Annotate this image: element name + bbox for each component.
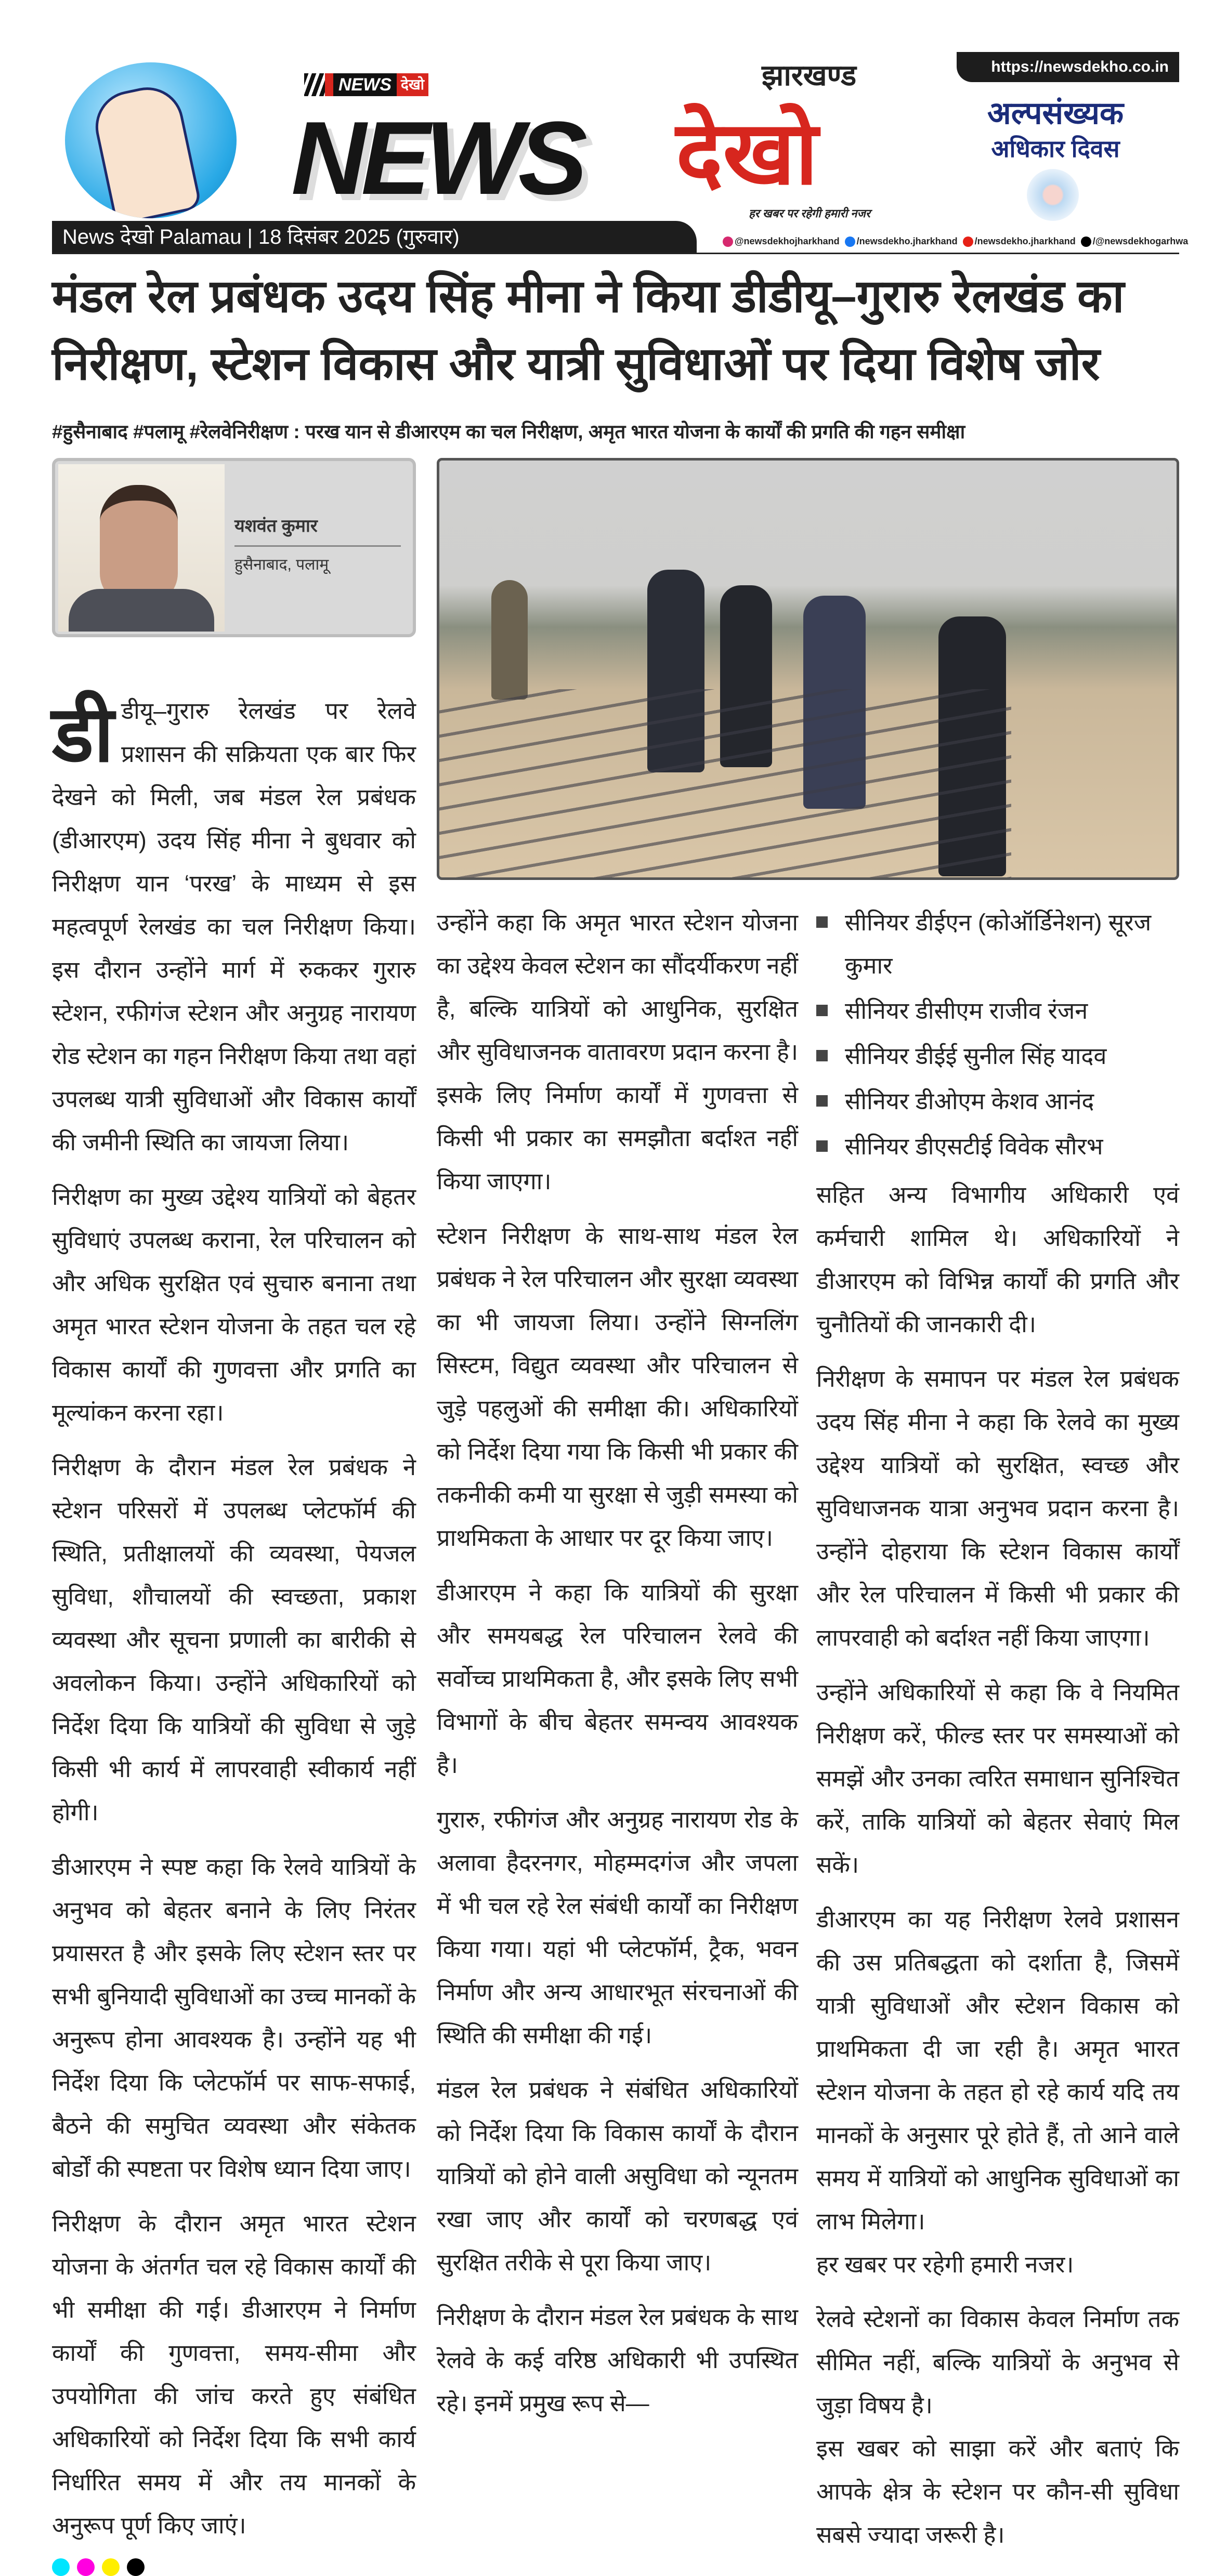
call-to-action: इस खबर को साझा करें और बताएं कि आपके क्षेत्र के स्टेशन पर कौन-सी सुविधा सबसे ज्यादा जरूरी है। <box>816 2435 1179 2548</box>
social-instagram[interactable] <box>723 234 840 248</box>
article-column-1 <box>52 689 416 2547</box>
paragraph: निरीक्षण के दौरान मंडल रेल प्रबंधक ने स्टेशन परिसरों में उपलब्ध प्लेटफॉर्म की स्थिति, प्रतीक्षालयों की व्यवस्था, पेयजल सुविधा, शौचालयों की स्वच्छता, प्रकाश व्यवस्था और सूचना प्रणाली का बारीकी से अवलोकन किया। उन्होंने अधिकारियों को निर्देश दिया कि यात्रियों की सुविधा से जुड़े किसी भी कार्य में लापरवाही स्वीकार्य नहीं होगी। <box>52 1454 416 1825</box>
inspection-photo <box>437 458 1179 880</box>
cyan-dot <box>52 2558 70 2576</box>
author-photo <box>58 464 225 632</box>
article-body <box>52 458 1179 2576</box>
paragraph: डीयू–गुरारु रेलखंड पर रेलवे प्रशासन की सक्रियता एक बार फिर देखने को मिली, जब मंडल रेल प्रबंधक (डीआरएम) उदय सिंह मीना ने बुधवार को निरीक्षण यान ‘परख’ के माध्यम से इस महत्वपूर्ण रेलखंड का चल निरीक्षण किया। इस दौरान उन्होंने मार्ग में रुककर गुरारु स्टेशन, रफीगंज स्टेशन और अनुग्रह नारायण रोड स्टेशन का गहन निरीक्षण किया तथा वहां उपलब्ध यात्री सुविधाओं और विकास कार्यों की जमीनी स्थिति का जायजा लिया। <box>52 698 416 1155</box>
black-dot <box>127 2558 145 2576</box>
article-column-2 <box>437 901 798 2568</box>
article-column-3 <box>816 901 1179 2568</box>
list-item: सीनियर डीसीएम राजीव रंजन <box>816 989 1179 1032</box>
headline: मंडल रेल प्रबंधक उदय सिंह मीना ने किया डीडीयू–गुरारु रेलखंड का निरीक्षण, स्टेशन विकास और यात्री सुविधाओं पर दिया विशेष जोर <box>52 270 1125 389</box>
officials-list <box>816 901 1179 1168</box>
facebook-icon <box>845 236 855 247</box>
minority-rights-day-badge <box>962 94 1149 164</box>
subheadline: #हुसैनाबाद #पलामू #रेलवेनिरीक्षण : परख यान से डीआरएम का चल निरीक्षण, अमृत भारत योजना के कार्यों की प्रगति की गहन समीक्षा <box>52 421 965 442</box>
n-mark-icon <box>325 73 333 96</box>
magenta-dot <box>77 2558 95 2576</box>
paragraph: निरीक्षण के दौरान अमृत भारत स्टेशन योजना के अंतर्गत चल रहे विकास कार्यों की भी समीक्षा की गई। डीआरएम ने निर्माण कार्यों की गुणवत्ता, समय-सीमा और उपयोगिता की जांच करते हुए संबंधित अधिकारियों को निर्देश दिया कि सभी कार्य निर्धारित समय में और तय मानकों के अनुरूप पूर्ण किए जाएं। <box>52 2210 416 2539</box>
raised-fist-emblem-icon <box>1027 169 1079 221</box>
paragraph: निरीक्षण के समापन पर मंडल रेल प्रबंधक उदय सिंह मीना ने कहा कि रेलवे का मुख्य उद्देश्य यात्रियों को सुरक्षित, स्वच्छ और सुविधाजनक यात्रा अनुभव प्रदान करना है। उन्होंने दोहराया कि स्टेशन विकास कार्यों और रेल परिचालन में किसी भी प्रकार की लापरवाही को बर्दाश्त नहीं किया जाएगा। <box>816 1365 1179 1651</box>
paragraph: डीआरएम ने कहा कि यात्रियों की सुरक्षा और समयबद्ध रेल परिचालन रेलवे की सर्वोच्च प्राथमिकता है, और इसके लिए सभी विभागों के बीच बेहतर समन्वय आवश्यक है। <box>437 1579 798 1778</box>
brand-region: झारखण्ड <box>762 59 857 91</box>
minority-line2: अधिकार दिवस <box>991 135 1120 162</box>
small-logo-dekho: देखो <box>397 73 428 96</box>
youtube-icon <box>963 236 973 247</box>
paragraph: निरीक्षण के दौरान मंडल रेल प्रबंधक के साथ रेलवे के कई वरिष्ठ अधिकारी भी उपस्थित रहे। इनमें प्रमुख रूप से— <box>437 2304 798 2416</box>
social-facebook[interactable] <box>845 234 958 248</box>
photo-person <box>491 580 528 700</box>
paragraph: गुरारु, रफीगंज और अनुग्रह नारायण रोड के अलावा हैदरनगर, मोहम्मदगंज और जपला में भी चल रहे रेल संबंधी कार्यों का निरीक्षण किया गया। यहां भी प्लेटफॉर्म, ट्रैक, भवन निर्माण और अन्य आधारभूत संरचनाओं की स्थिति की समीक्षा की गई। <box>437 1806 798 2048</box>
drop-cap: डी <box>52 690 114 778</box>
brand-news: NEWS <box>291 100 582 216</box>
author-name: यशवंत कुमार <box>234 516 318 536</box>
paragraph: डीआरएम ने स्पष्ट कहा कि रेलवे यात्रियों के अनुभव को बेहतर बनाने के लिए निरंतर प्रयासरत है और इसके लिए स्टेशन स्तर पर सभी बुनियादी सुविधाओं का उच्च मानकों के अनुरूप होना आवश्यक है। उन्होंने यह भी निर्देश दिया कि प्लेटफॉर्म पर साफ-सफाई, बैठने की समुचित व्यवस्था और संकेतक बोर्डों की स्पष्टता पर विशेष ध्यान दिया जाए। <box>52 1854 416 2182</box>
article <box>52 262 1179 2576</box>
list-item: सीनियर डीईई सुनील सिंह यादव <box>816 1034 1179 1077</box>
social-x[interactable] <box>1081 234 1189 248</box>
header-divider <box>52 253 1179 254</box>
right-area <box>437 458 1179 2568</box>
website-link[interactable]: https://newsdekho.co.in <box>957 52 1179 82</box>
instagram-icon <box>723 236 733 247</box>
paragraph: निरीक्षण का मुख्य उद्देश्य यात्रियों को बेहतर सुविधाएं उपलब्ध कराना, रेल परिचालन को और अधिक सुरक्षित एवं सुचारु बनाना तथा अमृत भारत स्टेशन योजना के तहत चल रहे विकास कार्यों की गुणवत्ता और प्रगति का मूल्यांकन करना रहा। <box>52 1184 416 1426</box>
photo-bridge-railing <box>439 689 1011 880</box>
facebook-handle: /newsdekho.jharkhand <box>856 236 958 246</box>
paragraph: सहित अन्य विभागीय अधिकारी एवं कर्मचारी शामिल थे। अधिकारियों ने डीआरएम को विभिन्न कार्यों की प्रगति और चुनौतियों की जानकारी दी। <box>816 1181 1179 1337</box>
registration-marks <box>52 2558 416 2576</box>
stripes-icon <box>304 73 325 96</box>
right-columns <box>437 901 1179 2568</box>
minority-line1: अल्पसंख्यक <box>987 96 1124 130</box>
fist-icon <box>89 81 202 218</box>
paragraph: रेलवे स्टेशनों का विकास केवल निर्माण तक सीमित नहीं, बल्कि यात्रियों के अनुभव से जुड़ा विषय है। <box>816 2306 1179 2419</box>
list-item: सीनियर डीओएम केशव आनंद <box>816 1080 1179 1123</box>
youtube-handle: /newsdekho.jharkhand <box>974 236 1076 246</box>
brand-dekho: देखो <box>676 104 818 203</box>
list-item: सीनियर डीईएन (कोऑर्डिनेशन) सूरज कुमार <box>816 901 1179 987</box>
closing-tagline: हर खबर पर रहेगी हमारी नजर। <box>816 2251 1074 2278</box>
edition-date-bar: News देखो Palamau | 18 दिसंबर 2025 (गुरुवार) <box>52 221 697 253</box>
paragraph: मंडल रेल प्रबंधक ने संबंधित अधिकारियों को निर्देश दिया कि विकास कार्यों के दौरान यात्रियों को होने वाली असुविधा को न्यूनतम रखा जाए और कार्यों को चरणबद्ध एवं सुरक्षित तरीके से पूरा किया जाए। <box>437 2076 798 2276</box>
left-column <box>52 458 416 2576</box>
paragraph: उन्होंने कहा कि अमृत भारत स्टेशन योजना का उद्देश्य केवल स्टेशन का सौंदर्यीकरण नहीं है, बल्कि यात्रियों को आधुनिक, सुरक्षित और सुविधाजनक वातावरण प्रदान करना है। इसके लिए निर्माण कार्यों में गुणवत्ता से किसी भी प्रकार का समझौता बर्दाश्त नहीं किया जाएगा। <box>437 909 798 1194</box>
globe-fist-logo <box>65 62 237 218</box>
instagram-handle: @newsdekhojharkhand <box>735 236 840 246</box>
author-card <box>52 458 416 637</box>
social-handles <box>723 234 1188 248</box>
small-logo-news: NEWS <box>333 73 397 96</box>
list-item: सीनियर डीएसटीई विवेक सौरभ <box>816 1125 1179 1168</box>
author-location: हुसैनाबाद, पलामू <box>234 556 329 573</box>
author-divider <box>234 545 401 547</box>
x-icon <box>1081 236 1091 247</box>
paragraph: डीआरएम का यह निरीक्षण रेलवे प्रशासन की उस प्रतिबद्धता को दर्शाता है, जिसमें यात्री सुविधाओं और स्टेशन विकास को प्राथमिकता दी जा रही है। अमृत भारत स्टेशन योजना के तहत हो रहे कार्य यदि तय मानकों के अनुसार पूरे होते हैं, तो आने वाले समय में यात्रियों को आधुनिक सुविधाओं का लाभ मिलेगा। <box>816 1906 1179 2235</box>
x-handle: /@newsdekhogarhwa <box>1092 236 1189 246</box>
brand-tagline: हर खबर पर रहेगी हमारी नजर <box>749 207 870 220</box>
paragraph: स्टेशन निरीक्षण के साथ-साथ मंडल रेल प्रबंधक ने रेल परिचालन और सुरक्षा व्यवस्था का भी जायजा लिया। उन्होंने सिग्नलिंग सिस्टम, विद्युत व्यवस्था और परिचालन से जुड़े पहलुओं की समीक्षा की। अधिकारियों को निर्देश दिया गया कि किसी भी प्रकार की तकनीकी कमी या सुरक्षा से जुड़ी समस्या को प्राथमिकता के आधार पर दूर किया जाए। <box>437 1223 798 1551</box>
yellow-dot <box>102 2558 120 2576</box>
social-youtube[interactable] <box>963 234 1076 248</box>
paragraph: उन्होंने अधिकारियों से कहा कि वे नियमित निरीक्षण करें, फील्ड स्तर पर समस्याओं को समझें और उनका त्वरित समाधान सुनिश्चित करें, ताकि यात्रियों को बेहतर सेवाएं मिल सकें। <box>816 1679 1179 1878</box>
small-news-dekho-logo <box>304 73 428 97</box>
